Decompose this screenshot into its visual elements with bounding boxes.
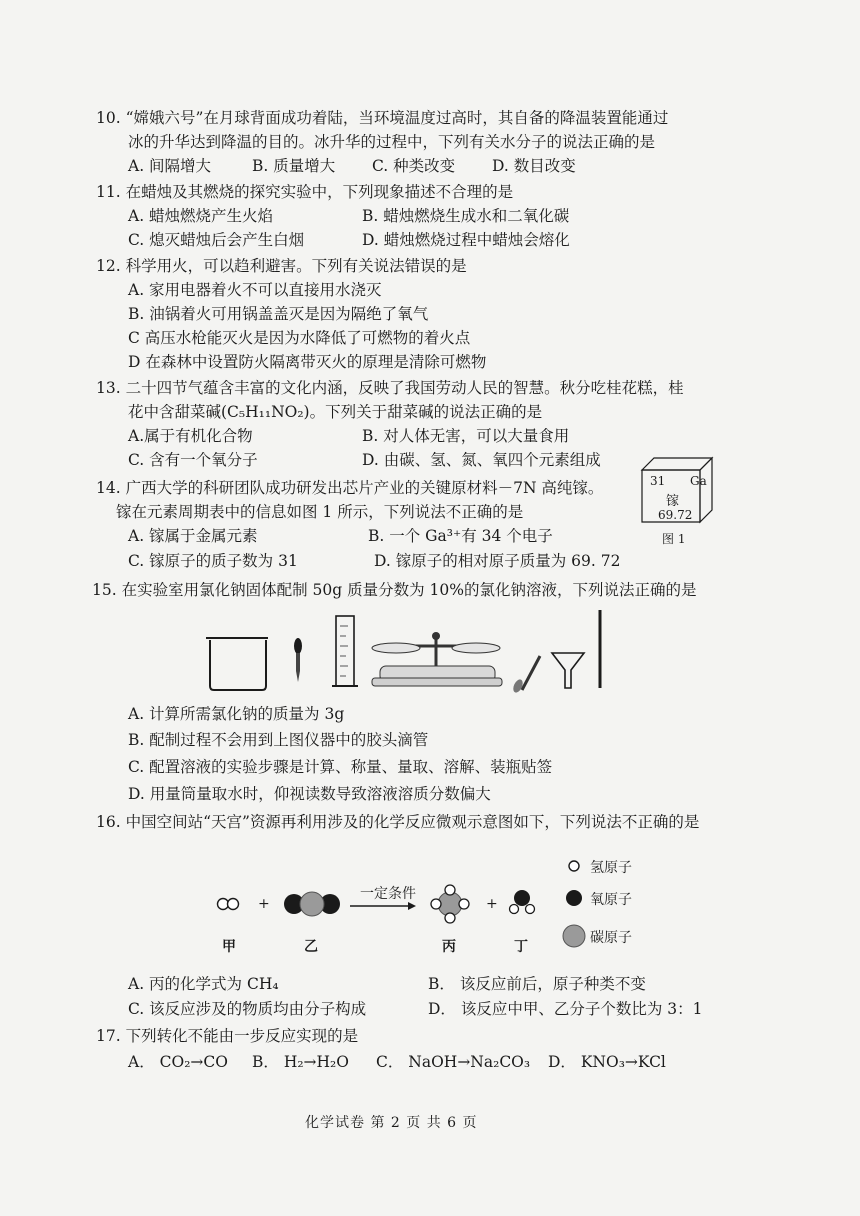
- label-jia: 甲: [222, 939, 236, 955]
- q15-option-a: A. 计算所需氯化钠的质量为 3g: [128, 705, 345, 723]
- q17-option-b: B． H₂→H₂O: [252, 1053, 349, 1071]
- legend-oxygen: 氧原子: [590, 892, 632, 908]
- q15-stem: 15. 在实验室用氯化钠固体配制 50g 质量分数为 10%的氯化钠溶液，下列说法正确的是: [92, 581, 697, 599]
- q14-option-a: A. 镓属于金属元素: [128, 527, 258, 545]
- label-bing: 丙: [442, 939, 456, 955]
- q11-option-c: C. 熄灭蜡烛后会产生白烟: [128, 231, 305, 249]
- q13-option-a: A.属于有机化合物: [128, 427, 253, 445]
- element-symbol: Ga: [690, 474, 707, 488]
- reaction-diagram: [210, 860, 540, 960]
- svg-text:+: +: [486, 896, 498, 912]
- atomic-number: 31: [650, 474, 666, 488]
- page-footer: 化学试卷 第 2 页 共 6 页: [305, 1115, 478, 1131]
- q12-option-b: B. 油锅着火可用锅盖盖灭是因为隔绝了氧气: [128, 305, 429, 323]
- q10-stem-line1: 10. “嫦娥六号”在月球背面成功着陆，当环境温度过高时，其自备的降温装置能通过: [96, 109, 669, 127]
- q13-stem-line1: 13. 二十四节气蕴含丰富的文化内涵，反映了我国劳动人民的智慧。秋分吃桂花糕，桂: [96, 379, 684, 397]
- water-molecule-icon: [510, 890, 535, 914]
- q16-stem: 16. 中国空间站“天宫”资源再利用涉及的化学反应微观示意图如下，下列说法不正确的是: [96, 813, 700, 831]
- q12-option-c: C 高压水枪能灭火是因为水降低了可燃物的着火点: [128, 329, 471, 347]
- atom-legend: [562, 852, 682, 962]
- q17-option-a: A． CO₂→CO: [128, 1053, 228, 1071]
- svg-text:+: +: [258, 896, 270, 912]
- figure-1-caption: 图 1: [662, 532, 686, 546]
- q10-option-b: B. 质量增大: [252, 157, 336, 175]
- element-name: 镓: [666, 494, 680, 509]
- q12-stem: 12. 科学用火，可以趋利避害。下列有关说法错误的是: [96, 257, 467, 275]
- q17-stem: 17. 下列转化不能由一步反应实现的是: [96, 1027, 359, 1045]
- funnel-icon: [552, 653, 584, 688]
- q14-stem-line1: 14. 广西大学的科研团队成功研发出芯片产业的关键原材料－7N 高纯镓。: [96, 479, 604, 497]
- q13-option-b: B. 对人体无害，可以大量食用: [362, 427, 570, 445]
- graduated-cylinder-icon: [332, 616, 358, 686]
- hydrogen-molecule-icon: [218, 899, 239, 910]
- q14-option-c: C. 镓原子的质子数为 31: [128, 552, 298, 570]
- q15-option-b: B. 配制过程不会用到上图仪器中的胶头滴管: [128, 731, 429, 749]
- oxygen-atom-icon: [566, 890, 582, 906]
- q14-option-d: D. 镓原子的相对原子质量为 69. 72: [374, 552, 621, 570]
- q14-option-b: B. 一个 Ga³⁺有 34 个电子: [368, 527, 553, 545]
- q16-option-c: C. 该反应涉及的物质均由分子构成: [128, 1000, 367, 1018]
- beaker-icon: [206, 638, 268, 690]
- reaction-condition: 一定条件: [360, 886, 416, 902]
- q15-option-d: D. 用量筒量取水时，仰视读数导致溶液溶质分数偏大: [128, 785, 491, 803]
- carbon-atom-icon: [563, 925, 585, 947]
- balance-scale-icon: [372, 632, 502, 686]
- q10-option-a: A. 间隔增大: [128, 157, 212, 175]
- q11-option-d: D. 蜡烛燃烧过程中蜡烛会熔化: [362, 231, 570, 249]
- carbon-dioxide-molecule-icon: [284, 892, 340, 916]
- q11-option-b: B. 蜡烛燃烧生成水和二氧化碳: [362, 207, 570, 225]
- q11-stem: 11. 在蜡烛及其燃烧的探究实验中，下列现象描述不合理的是: [96, 183, 514, 201]
- label-ding: 丁: [514, 939, 528, 955]
- q16-option-d: D． 该反应中甲、乙分子个数比为 3：1: [428, 1000, 703, 1018]
- gallium-periodic-cell: [640, 456, 712, 522]
- methane-molecule-icon: [431, 885, 469, 923]
- lab-apparatus-illustration: [200, 608, 620, 693]
- atomic-mass: 69.72: [658, 508, 693, 522]
- spatula-icon: [511, 656, 540, 693]
- q17-option-c: C． NaOH→Na₂CO₃: [376, 1053, 531, 1071]
- q16-option-a: A. 丙的化学式为 CH₄: [128, 975, 279, 993]
- q15-option-c: C. 配置溶液的实验步骤是计算、称量、量取、溶解、装瓶贴签: [128, 758, 553, 776]
- q14-stem-line2: 镓在元素周期表中的信息如图 1 所示，下列说法不正确的是: [116, 503, 524, 521]
- q13-option-c: C. 含有一个氧分子: [128, 451, 258, 469]
- dropper-icon: [294, 638, 302, 682]
- q10-option-c: C. 种类改变: [372, 157, 456, 175]
- q10-stem-line2: 冰的升华达到降温的目的。冰升华的过程中，下列有关水分子的说法正确的是: [128, 133, 656, 151]
- q10-option-d: D. 数目改变: [492, 157, 576, 175]
- legend-carbon: 碳原子: [590, 930, 632, 946]
- q13-option-d: D. 由碳、氢、氮、氧四个元素组成: [362, 451, 601, 469]
- q17-option-d: D． KNO₃→KCl: [548, 1053, 666, 1071]
- q12-option-a: A. 家用电器着火不可以直接用水浇灭: [128, 281, 382, 299]
- q13-stem-line2: 花中含甜菜碱(C₅H₁₁NO₂)。下列关于甜菜碱的说法正确的是: [128, 403, 543, 421]
- legend-hydrogen: 氢原子: [590, 860, 632, 876]
- q12-option-d: D 在森林中设置防火隔离带灭火的原理是清除可燃物: [128, 353, 487, 371]
- hydrogen-atom-icon: [569, 861, 579, 871]
- q11-option-a: A. 蜡烛燃烧产生火焰: [128, 207, 274, 225]
- label-yi: 乙: [304, 939, 318, 955]
- q16-option-b: B． 该反应前后，原子种类不变: [428, 975, 646, 993]
